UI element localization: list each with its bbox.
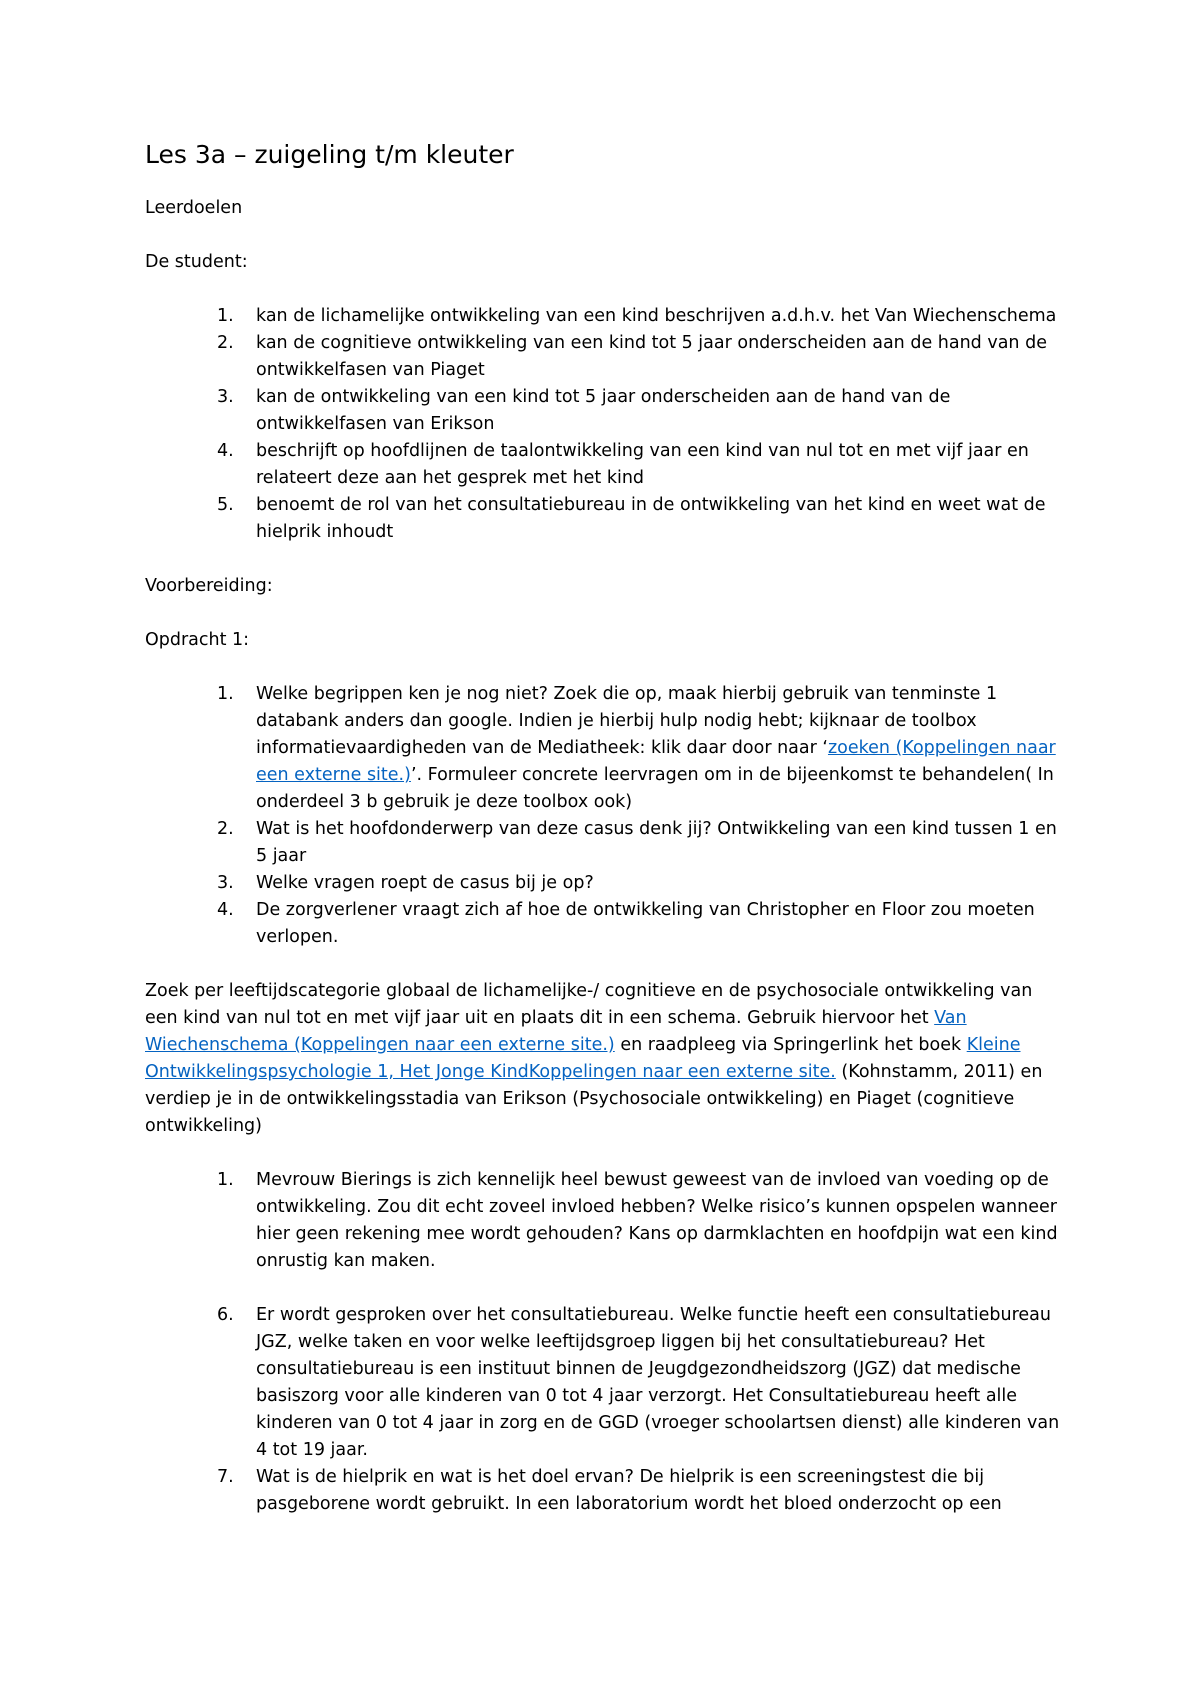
list-item: 1. Welke begrippen ken je nog niet? Zoek die op, maak hierbij gebruik van tenminste 1 databank anders dan google. Indien je hierbij hulp nodig hebt; kijknaar de toolbox informatievaardigheden van de Mediatheek: klik daar door naar ‘zoeken (Koppelingen naar een externe site.)’. Formuleer concrete leervragen om in de bijeenkomst te behandelen( In onderdeel 3 b gebruik je deze toolbox ook) bbox=[217, 684, 1056, 812]
leerdoelen-heading: Leerdoelen bbox=[145, 198, 243, 218]
leerdoelen-list bbox=[145, 303, 1065, 546]
vraag-list-b bbox=[145, 1302, 1065, 1518]
list-item: 6. Er wordt gesproken over het consultatiebureau. Welke functie heeft een consultatiebureau JGZ, welke taken en voor welke leeftijdsgroep liggen bij het consultatiebureau? Het consultatiebureau is een instituut binnen de Jeugdgezondheidszorg (JGZ) dat medische basiszorg voor alle kinderen van 0 tot 4 jaar verzorgt. Het Consultatiebureau heeft alle kinderen van 0 tot 4 jaar in zorg en de GGD (vroeger schoolartsen dienst) alle kinderen van 4 tot 19 jaar. bbox=[217, 1305, 1060, 1460]
list-item: 7. Wat is de hielprik en wat is het doel ervan? De hielprik is een screeningstest die bij pasgeborene wordt gebruikt. In een laboratorium wordt het bloed onderzocht op een bbox=[217, 1467, 1002, 1514]
zoeken-link[interactable]: zoeken (Koppelingen naar een externe site.) bbox=[256, 738, 1056, 785]
vraag-list-a bbox=[145, 1167, 1065, 1275]
opdracht-list bbox=[145, 681, 1065, 951]
list-item: 1. Mevrouw Bierings is zich kennelijk heel bewust geweest van de invloed van voeding op de ontwikkeling. Zou dit echt zoveel invloed hebben? Welke risico’s kunnen opspelen wanneer hier geen rekening mee wordt gehouden? Kans op darmklachten en hoofdpijn wat een kind onrustig kan maken. bbox=[217, 1170, 1058, 1271]
zoek-paragraph: Zoek per leeftijdscategorie globaal de lichamelijke-/ cognitieve en de psychosociale ontwikkeling van een kind van nul tot en met vijf jaar uit en plaats dit in een schema. Gebruik hiervoor het Van Wiechenschema (Koppelingen naar een externe site.) en raadpleeg via Springerlink het boek Kleine Ontwikkelingspsychologie 1, Het Jonge KindKoppelingen naar een externe site. (Kohnstamm, 2011) en verdiep je in de ontwikkelingsstadia van Erikson (Psychosociale ontwikkeling) en Piaget (cognitieve ontwikkeling) bbox=[145, 981, 1043, 1136]
list-item: 3. kan de ontwikkeling van een kind tot 5 jaar onderscheiden aan de hand van de ontwikkelfasen van Erikson bbox=[217, 387, 951, 434]
list-item: 2. Wat is het hoofdonderwerp van deze casus denk jij? Ontwikkeling van een kind tussen 1 en 5 jaar bbox=[217, 819, 1057, 866]
voorbereiding-heading: Voorbereiding: bbox=[145, 576, 273, 596]
list-item: 1. kan de lichamelijke ontwikkeling van een kind beschrijven a.d.h.v. het Van Wiechenschema bbox=[217, 306, 1057, 326]
list-item: 2. kan de cognitieve ontwikkeling van een kind tot 5 jaar onderscheiden aan de hand van de ontwikkelfasen van Piaget bbox=[217, 333, 1047, 380]
list-item: 5. benoemt de rol van het consultatiebureau in de ontwikkeling van het kind en weet wat de hielprik inhoudt bbox=[217, 495, 1046, 542]
list-item: 4. De zorgverlener vraagt zich af hoe de ontwikkeling van Christopher en Floor zou moeten verlopen. bbox=[217, 900, 1035, 947]
list-item: 3. Welke vragen roept de casus bij je op? bbox=[217, 873, 594, 893]
opdracht-heading: Opdracht 1: bbox=[145, 630, 250, 650]
kleine-ontwikkelingspsychologie-link[interactable]: Kleine Ontwikkelingspsychologie 1, Het Jonge KindKoppelingen naar een externe site. bbox=[145, 1035, 1021, 1082]
van-wiechenschema-link[interactable]: Van Wiechenschema (Koppelingen naar een externe site.) bbox=[145, 1008, 967, 1055]
document-title: Les 3a – zuigeling t/m kleuter bbox=[145, 140, 514, 169]
list-item: 4. beschrijft op hoofdlijnen de taalontwikkeling van een kind van nul tot en met vijf jaar en relateert deze aan het gesprek met het kind bbox=[217, 441, 1029, 488]
student-heading: De student: bbox=[145, 252, 248, 272]
document-page bbox=[145, 140, 1065, 1518]
